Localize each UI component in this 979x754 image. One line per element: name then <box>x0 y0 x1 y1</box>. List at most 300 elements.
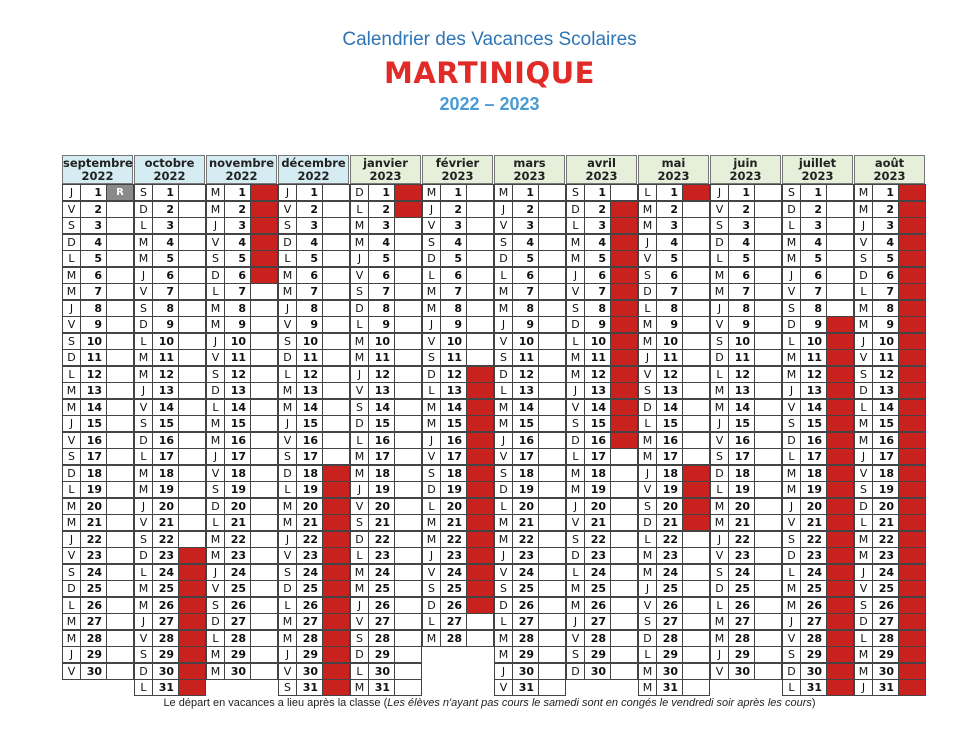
day-mark <box>538 184 566 201</box>
day-number: 23 <box>296 547 323 564</box>
day-row <box>638 630 710 647</box>
day-mark <box>610 580 638 597</box>
weekday-letter: S <box>494 465 513 482</box>
day-mark <box>394 448 422 465</box>
day-mark <box>754 415 782 432</box>
day-row <box>278 201 350 218</box>
day-number: 20 <box>656 498 683 515</box>
day-row <box>566 366 638 383</box>
day-row <box>134 399 206 416</box>
day-row <box>566 564 638 581</box>
day-row <box>710 382 782 399</box>
holiday-mark <box>466 564 494 581</box>
day-row <box>638 432 710 449</box>
holiday-mark <box>178 630 206 647</box>
day-row <box>494 184 566 201</box>
day-number: 10 <box>656 333 683 350</box>
day-row <box>422 613 494 630</box>
weekday-letter: D <box>422 366 441 383</box>
day-number: 16 <box>800 432 827 449</box>
holiday-mark <box>250 201 278 218</box>
weekday-letter: J <box>566 498 585 515</box>
weekday-letter: D <box>278 580 297 597</box>
day-number: 10 <box>80 333 107 350</box>
holiday-mark <box>898 448 926 465</box>
day-number: 22 <box>368 531 395 548</box>
day-row <box>422 283 494 300</box>
day-number: 29 <box>584 646 611 663</box>
day-number: 21 <box>80 514 107 531</box>
weekday-letter: M <box>422 630 441 647</box>
day-mark <box>682 448 710 465</box>
day-number: 29 <box>800 646 827 663</box>
day-number: 24 <box>368 564 395 581</box>
holiday-mark <box>610 217 638 234</box>
day-number: 14 <box>152 399 179 416</box>
day-row <box>278 514 350 531</box>
day-row <box>854 580 926 597</box>
weekday-letter: V <box>206 580 225 597</box>
weekday-letter: S <box>566 300 585 317</box>
day-number: 15 <box>656 415 683 432</box>
day-mark <box>754 663 782 680</box>
day-mark <box>178 201 206 218</box>
weekday-letter: V <box>854 465 873 482</box>
day-number: 2 <box>368 201 395 218</box>
day-row <box>494 432 566 449</box>
day-mark <box>682 250 710 267</box>
weekday-letter: M <box>782 597 801 614</box>
day-row <box>206 481 278 498</box>
day-row <box>134 415 206 432</box>
weekday-letter: V <box>854 234 873 251</box>
weekday-letter: M <box>854 646 873 663</box>
day-mark <box>610 663 638 680</box>
day-number: 20 <box>728 498 755 515</box>
day-number: 20 <box>584 498 611 515</box>
day-mark <box>754 646 782 663</box>
weekday-letter: V <box>494 679 513 696</box>
day-number: 21 <box>584 514 611 531</box>
weekday-letter: J <box>422 432 441 449</box>
day-number: 12 <box>656 366 683 383</box>
day-mark <box>250 498 278 515</box>
day-number: 22 <box>440 531 467 548</box>
day-number: 16 <box>152 432 179 449</box>
day-mark <box>538 366 566 383</box>
day-number: 21 <box>152 514 179 531</box>
day-row <box>494 613 566 630</box>
day-number: 14 <box>296 399 323 416</box>
day-row <box>638 580 710 597</box>
day-mark <box>178 399 206 416</box>
holiday-mark <box>466 399 494 416</box>
weekday-letter: L <box>710 597 729 614</box>
day-row <box>350 646 422 663</box>
holiday-mark <box>610 366 638 383</box>
day-row <box>566 465 638 482</box>
day-mark <box>682 316 710 333</box>
day-mark <box>538 564 566 581</box>
day-number: 21 <box>800 514 827 531</box>
day-number: 4 <box>80 234 107 251</box>
day-number: 20 <box>296 498 323 515</box>
weekday-letter: J <box>206 564 225 581</box>
day-number: 2 <box>440 201 467 218</box>
weekday-letter: M <box>566 580 585 597</box>
day-row <box>134 630 206 647</box>
holiday-mark <box>682 481 710 498</box>
day-row <box>782 547 854 564</box>
day-row <box>62 630 134 647</box>
day-number: 19 <box>368 481 395 498</box>
weekday-letter: S <box>134 415 153 432</box>
day-row <box>134 300 206 317</box>
holiday-mark <box>466 597 494 614</box>
day-number: 14 <box>80 399 107 416</box>
day-mark <box>682 564 710 581</box>
day-number: 8 <box>80 300 107 317</box>
day-number: 24 <box>224 564 251 581</box>
weekday-letter: V <box>782 630 801 647</box>
day-mark <box>250 465 278 482</box>
day-mark <box>322 366 350 383</box>
day-number: 20 <box>512 498 539 515</box>
day-row <box>710 267 782 284</box>
day-row <box>134 531 206 548</box>
day-mark <box>322 415 350 432</box>
day-row <box>854 250 926 267</box>
day-number: 26 <box>296 597 323 614</box>
day-mark <box>178 316 206 333</box>
day-number: 13 <box>512 382 539 399</box>
day-row <box>278 300 350 317</box>
day-row <box>710 481 782 498</box>
day-row <box>134 547 206 564</box>
day-mark <box>826 217 854 234</box>
day-row <box>278 333 350 350</box>
weekday-letter: J <box>494 663 513 680</box>
day-number: 22 <box>800 531 827 548</box>
weekday-letter: L <box>854 399 873 416</box>
weekday-letter: S <box>62 333 81 350</box>
day-number: 27 <box>440 613 467 630</box>
day-row <box>494 514 566 531</box>
weekday-letter: J <box>782 267 801 284</box>
weekday-letter: D <box>278 349 297 366</box>
day-number: 25 <box>80 580 107 597</box>
day-number: 12 <box>224 366 251 383</box>
day-row <box>710 448 782 465</box>
weekday-letter: S <box>638 267 657 284</box>
weekday-letter: V <box>494 564 513 581</box>
weekday-letter: M <box>206 432 225 449</box>
day-row <box>278 234 350 251</box>
day-number: 29 <box>728 646 755 663</box>
weekday-letter: L <box>134 448 153 465</box>
weekday-letter: J <box>278 646 297 663</box>
holiday-mark <box>826 531 854 548</box>
day-number: 17 <box>584 448 611 465</box>
day-row <box>350 432 422 449</box>
day-mark <box>538 646 566 663</box>
day-mark <box>610 564 638 581</box>
day-number: 16 <box>224 432 251 449</box>
weekday-letter: M <box>350 679 369 696</box>
weekday-letter: M <box>206 201 225 218</box>
day-mark <box>826 201 854 218</box>
weekday-letter: D <box>782 663 801 680</box>
holiday-mark <box>466 465 494 482</box>
weekday-letter: M <box>638 679 657 696</box>
weekday-letter: V <box>494 448 513 465</box>
day-number: 10 <box>296 333 323 350</box>
day-row <box>638 498 710 515</box>
weekday-letter: M <box>206 316 225 333</box>
day-mark <box>106 580 134 597</box>
weekday-letter: M <box>854 547 873 564</box>
day-number: 23 <box>224 547 251 564</box>
day-number: 8 <box>152 300 179 317</box>
day-mark <box>466 630 494 647</box>
day-row <box>854 432 926 449</box>
day-row <box>566 514 638 531</box>
weekday-letter: D <box>854 613 873 630</box>
day-mark <box>538 514 566 531</box>
day-mark <box>250 663 278 680</box>
day-number: 28 <box>728 630 755 647</box>
day-number: 17 <box>152 448 179 465</box>
weekday-letter: M <box>566 597 585 614</box>
weekday-letter: J <box>638 349 657 366</box>
weekday-letter: M <box>134 250 153 267</box>
day-mark <box>250 349 278 366</box>
weekday-letter: M <box>422 514 441 531</box>
day-number: 20 <box>800 498 827 515</box>
day-mark <box>394 564 422 581</box>
day-row <box>422 201 494 218</box>
weekday-letter: S <box>854 597 873 614</box>
day-number: 14 <box>656 399 683 416</box>
day-number: 8 <box>872 300 899 317</box>
day-row <box>566 382 638 399</box>
day-row <box>566 267 638 284</box>
day-row <box>854 498 926 515</box>
day-mark <box>538 316 566 333</box>
weekday-letter: M <box>494 184 513 201</box>
weekday-letter: S <box>566 531 585 548</box>
day-mark <box>106 597 134 614</box>
holiday-mark <box>322 679 350 696</box>
day-mark <box>538 531 566 548</box>
day-row <box>350 300 422 317</box>
weekday-letter: D <box>350 415 369 432</box>
weekday-letter: M <box>134 597 153 614</box>
weekday-letter: J <box>134 382 153 399</box>
day-mark <box>538 399 566 416</box>
day-number: 11 <box>728 349 755 366</box>
day-mark <box>322 201 350 218</box>
day-number: 2 <box>656 201 683 218</box>
day-row <box>566 613 638 630</box>
day-row <box>566 646 638 663</box>
day-number: 21 <box>872 514 899 531</box>
day-row <box>422 349 494 366</box>
day-mark <box>322 250 350 267</box>
day-mark <box>394 465 422 482</box>
holiday-mark <box>322 514 350 531</box>
weekday-letter: L <box>494 382 513 399</box>
day-number: 15 <box>584 415 611 432</box>
day-row <box>782 250 854 267</box>
day-mark <box>754 267 782 284</box>
weekday-letter: S <box>638 613 657 630</box>
holiday-mark <box>826 432 854 449</box>
weekday-letter: S <box>278 679 297 696</box>
day-row <box>854 267 926 284</box>
weekday-letter: L <box>206 514 225 531</box>
day-row <box>854 349 926 366</box>
day-mark <box>754 201 782 218</box>
day-number: 23 <box>152 547 179 564</box>
day-row <box>638 234 710 251</box>
day-number: 7 <box>368 283 395 300</box>
weekday-letter: M <box>350 349 369 366</box>
day-number: 29 <box>512 646 539 663</box>
day-row <box>350 564 422 581</box>
day-mark <box>106 564 134 581</box>
day-row <box>854 481 926 498</box>
day-mark <box>538 597 566 614</box>
day-row <box>854 366 926 383</box>
day-mark <box>754 448 782 465</box>
day-number: 26 <box>728 597 755 614</box>
day-number: 6 <box>368 267 395 284</box>
day-row <box>566 630 638 647</box>
day-number: 3 <box>152 217 179 234</box>
day-number: 16 <box>656 432 683 449</box>
holiday-mark <box>898 613 926 630</box>
weekday-letter: M <box>566 481 585 498</box>
day-number: 23 <box>656 547 683 564</box>
weekday-letter: M <box>422 531 441 548</box>
day-row <box>350 514 422 531</box>
holiday-mark <box>898 498 926 515</box>
weekday-letter: V <box>638 366 657 383</box>
day-row <box>350 481 422 498</box>
weekday-letter: V <box>566 514 585 531</box>
day-number: 23 <box>512 547 539 564</box>
weekday-letter: M <box>638 316 657 333</box>
day-row <box>638 349 710 366</box>
weekday-letter: V <box>62 201 81 218</box>
weekday-letter: J <box>134 267 153 284</box>
weekday-letter: M <box>782 250 801 267</box>
weekday-letter: J <box>206 333 225 350</box>
day-number: 20 <box>152 498 179 515</box>
day-row <box>638 250 710 267</box>
day-row <box>350 267 422 284</box>
weekday-letter: M <box>206 646 225 663</box>
holiday-mark <box>826 333 854 350</box>
day-mark <box>466 217 494 234</box>
day-mark <box>754 349 782 366</box>
day-mark <box>754 250 782 267</box>
weekday-letter: S <box>350 283 369 300</box>
weekday-letter: V <box>206 349 225 366</box>
weekday-letter: M <box>566 250 585 267</box>
day-mark <box>178 498 206 515</box>
day-number: 8 <box>368 300 395 317</box>
day-row <box>710 564 782 581</box>
day-row <box>134 316 206 333</box>
day-mark <box>394 580 422 597</box>
day-mark <box>250 432 278 449</box>
day-number: 13 <box>296 382 323 399</box>
day-row <box>206 498 278 515</box>
weekday-letter: M <box>494 646 513 663</box>
day-mark <box>106 531 134 548</box>
day-number: 19 <box>152 481 179 498</box>
weekday-letter: D <box>206 613 225 630</box>
day-row <box>782 481 854 498</box>
day-row <box>62 415 134 432</box>
weekday-letter: S <box>638 382 657 399</box>
day-row <box>134 432 206 449</box>
day-mark <box>538 679 566 696</box>
day-mark <box>682 349 710 366</box>
day-row <box>278 283 350 300</box>
day-row <box>206 333 278 350</box>
day-row <box>638 333 710 350</box>
day-mark <box>106 250 134 267</box>
day-mark <box>106 349 134 366</box>
day-number: 17 <box>440 448 467 465</box>
day-row <box>494 201 566 218</box>
holiday-mark <box>826 366 854 383</box>
day-row <box>278 679 350 696</box>
day-number: 26 <box>872 597 899 614</box>
weekday-letter: V <box>134 630 153 647</box>
weekday-letter: M <box>782 465 801 482</box>
day-row <box>854 201 926 218</box>
weekday-letter: J <box>494 547 513 564</box>
day-mark <box>754 399 782 416</box>
day-mark <box>538 415 566 432</box>
day-mark <box>538 217 566 234</box>
weekday-letter: L <box>350 316 369 333</box>
holiday-mark <box>826 399 854 416</box>
footer-note <box>0 697 979 709</box>
day-number: 4 <box>656 234 683 251</box>
day-mark <box>106 283 134 300</box>
day-number: 12 <box>152 366 179 383</box>
day-number: 12 <box>440 366 467 383</box>
day-number: 24 <box>296 564 323 581</box>
weekday-letter: J <box>854 679 873 696</box>
day-number: 13 <box>368 382 395 399</box>
weekday-letter: D <box>278 234 297 251</box>
day-number: 2 <box>152 201 179 218</box>
day-row <box>62 432 134 449</box>
weekday-letter: D <box>278 465 297 482</box>
weekday-letter: M <box>638 448 657 465</box>
day-number: 23 <box>800 547 827 564</box>
weekday-letter: L <box>134 333 153 350</box>
day-mark <box>178 415 206 432</box>
weekday-letter: J <box>62 531 81 548</box>
month-name: décembre <box>281 156 346 170</box>
